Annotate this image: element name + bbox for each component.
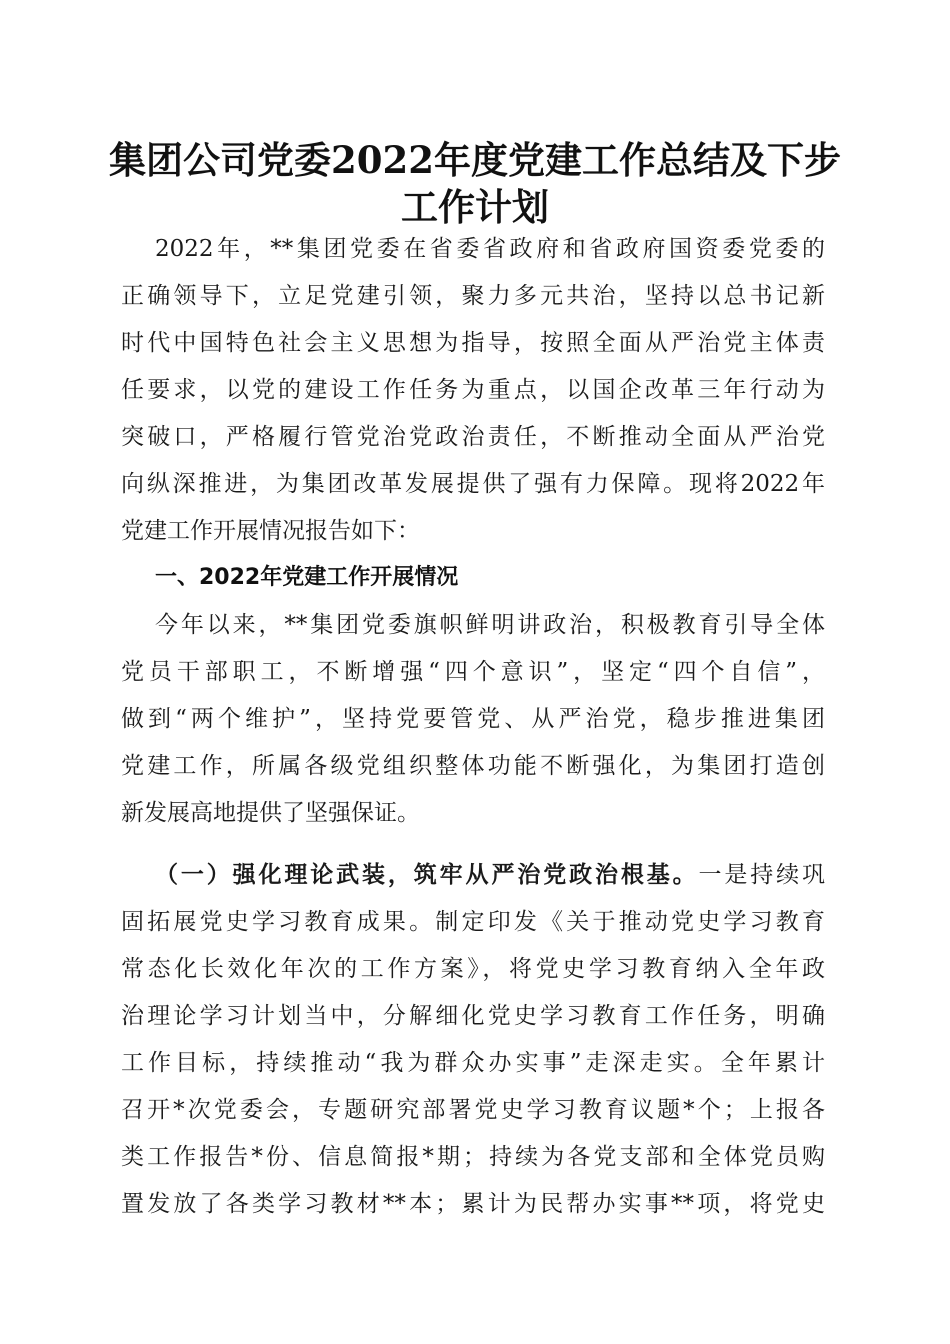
intro-line: 突破口，严格履行管党治党政治责任，不断推动全面从严治党 [121,424,825,450]
subsection-lead-line [155,855,825,895]
document-title-line-1: 集团公司党委2022年度党建工作总结及下步 [109,138,841,182]
intro-line: 向纵深推进，为集团改革发展提供了强有力保障。现将2022年 [121,471,825,497]
subsection-line: 固拓展党史学习教育成果。制定印发《关于推动党史学习教育 [121,909,825,935]
section-paragraph-line: 今年以来，**集团党委旗帜鲜明讲政治，积极教育引导全体 [155,612,825,638]
section-paragraph-line: 新发展高地提供了坚强保证。 [121,800,420,826]
intro-line: 党建工作开展情况报告如下： [121,518,420,544]
subsection-line: 类工作报告*份、信息简报*期；持续为各党支部和全体党员购 [121,1144,825,1170]
intro-line: 任要求，以党的建设工作任务为重点，以国企改革三年行动为 [121,377,825,403]
intro-line: 正确领导下，立足党建引领，聚力多元共治，坚持以总书记新 [121,283,825,309]
subsection-heading: （一）强化理论武装，筑牢从严治党政治根基。 [155,861,699,888]
subsection-line: 召开*次党委会，专题研究部署党史学习教育议题*个；上报各 [121,1097,825,1123]
subsection-lead-rest: 一是持续巩 [698,862,826,888]
section-paragraph-line: 党员干部职工，不断增强“四个意识”，坚定“四个自信”， [121,659,825,685]
subsection-line: 置发放了各类学习教材**本；累计为民帮办实事**项，将党史 [121,1191,825,1217]
subsection-line: 治理论学习计划当中，分解细化党史学习教育工作任务，明确 [121,1003,825,1029]
subsection-line: 工作目标，持续推动“我为群众办实事”走深走实。全年累计 [121,1050,825,1076]
section-paragraph-line: 做到“两个维护”，坚持党要管党、从严治党，稳步推进集团 [121,706,825,732]
section-heading: 一、2022年党建工作开展情况 [155,565,459,590]
intro-line: 2022年，**集团党委在省委省政府和省政府国资委党委的 [155,236,825,262]
intro-line: 时代中国特色社会主义思想为指导，按照全面从严治党主体责 [121,330,825,356]
subsection-line: 常态化长效化年次的工作方案》，将党史学习教育纳入全年政 [121,956,825,982]
document-title-line-2: 工作计划 [401,185,549,229]
section-paragraph-line: 党建工作，所属各级党组织整体功能不断强化，为集团打造创 [121,753,825,779]
